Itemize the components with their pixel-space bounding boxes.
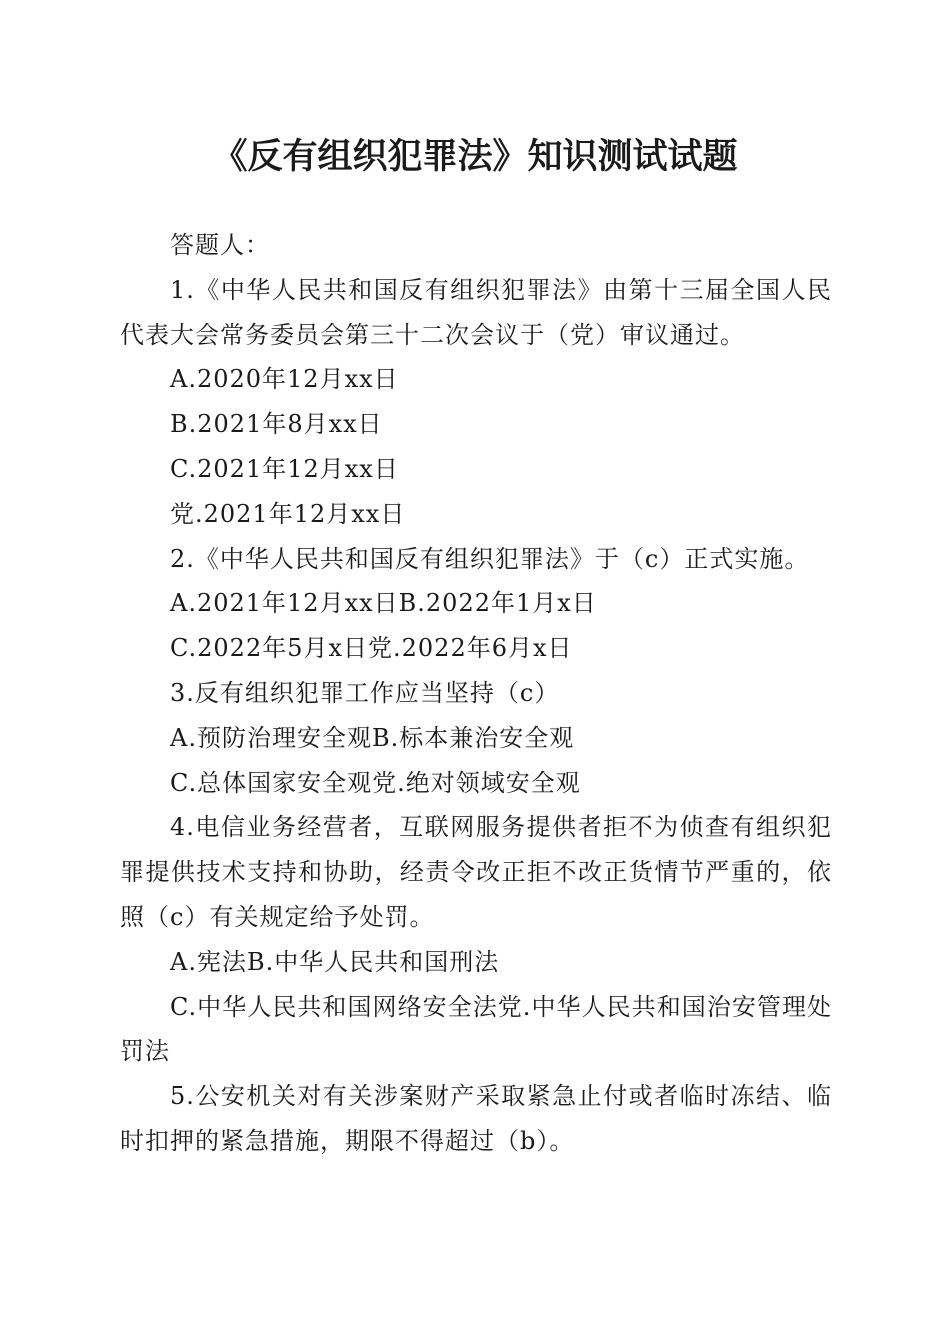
question-2-options-cd: C.2022年5月x日党.2022年6月x日 [170, 634, 573, 663]
question-1-option-c: C.2021年12月xx日 [170, 454, 399, 483]
question-2-options-ab: A.2021年12月xx日B.2022年1月x日 [170, 589, 597, 618]
question-1: 1.《中华人民共和国反有组织犯罪法》由第十三届全国人民代表大会常务委员会第三十二次会议于（党）审议通过。 [120, 275, 832, 349]
question-1-option-d: 党.2021年12月xx日 [170, 499, 406, 528]
respondent-label: 答题人： [170, 231, 270, 259]
question-3-options-cd: C.总体国家安全观党.绝对领域安全观 [170, 768, 581, 797]
question-4-options-cd: C.中华人民共和国网络安全法党.中华人民共和国治安管理处罚法 [120, 992, 832, 1066]
question-4-options-ab: A.宪法B.中华人民共和国刑法 [170, 947, 500, 976]
document-body [120, 223, 832, 1164]
question-4: 4.电信业务经营者，互联网服务提供者拒不为侦查有组织犯罪提供技术支持和协助，经责令改正拒不改正货情节严重的，依照（c）有关规定给予处罚。 [120, 813, 832, 931]
question-3: 3.反有组织犯罪工作应当坚持（c） [170, 678, 560, 707]
question-3-options-ab: A.预防治理安全观B.标本兼治安全观 [170, 723, 575, 752]
document-title: 《反有组织犯罪法》知识测试试题 [212, 136, 738, 177]
question-1-option-a: A.2020年12月xx日 [170, 365, 399, 394]
question-2: 2.《中华人民共和国反有组织犯罪法》于（c）正式实施。 [170, 544, 810, 573]
question-5: 5.公安机关对有关涉案财产采取紧急止付或者临时冻结、临时扣押的紧急措施，期限不得超过（b）。 [120, 1082, 832, 1155]
question-1-option-b: B.2021年8月xx日 [170, 410, 383, 439]
